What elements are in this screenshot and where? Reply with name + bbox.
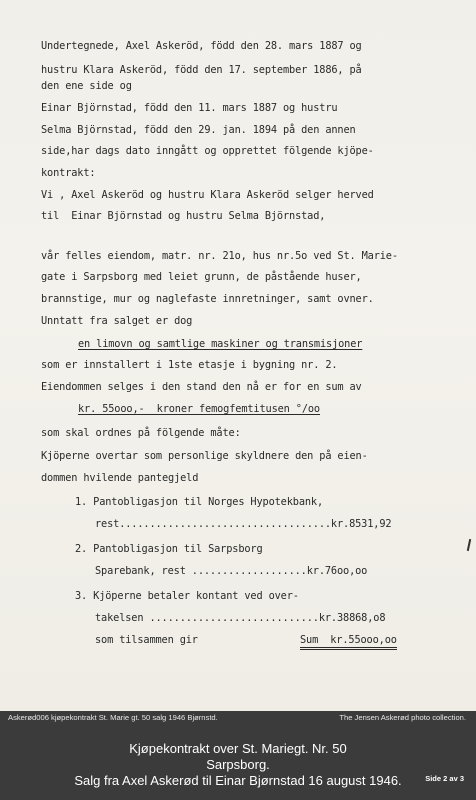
- text-line: 2. Pantobligasjon til Sarpsborg: [75, 543, 263, 555]
- text-line: 1. Pantobligasjon til Norges Hypotekbank,: [75, 496, 324, 508]
- text-line: som er innstallert i 1ste etasje i bygning nr. 2.: [41, 359, 338, 371]
- caption-left: Askerød006 kjøpekontrakt St. Marie gt. 50 salg 1946 Bjørnstd.: [8, 713, 218, 722]
- sum-text: Sum kr.55ooo,oo: [300, 634, 397, 650]
- text-line: Unntatt fra salget er dog: [41, 315, 193, 327]
- text-line-underlined: [78, 403, 476, 415]
- text-line-underlined: [78, 338, 476, 350]
- text-line: dommen hvilende pantegjeld: [41, 472, 199, 484]
- text-line: rest...................................kr.8531,92: [95, 518, 392, 530]
- text-line: Undertegnede, Axel Askeröd, född den 28. mars 1887 og: [41, 40, 362, 52]
- text-line: Kjöperne overtar som personlige skyldnere den på eien-: [41, 450, 368, 462]
- text-line: side,har dags dato inngått og opprettet fölgende kjöpe-: [41, 145, 374, 157]
- text-line: Vi , Axel Askeröd og hustru Klara Askeröd selger herved: [41, 189, 374, 201]
- text-line: Sparebank, rest ...................kr.76oo,oo: [95, 565, 368, 577]
- sum-line: [300, 634, 476, 646]
- page-indicator: Side 2 av 3: [425, 774, 464, 783]
- text-line: vår felles eiendom, matr. nr. 21o, hus nr.5o ved St. Marie-: [41, 250, 398, 262]
- text-line: som skal ordnes på fölgende måte:: [41, 427, 241, 439]
- footer-location: Sarpsborg.: [206, 757, 270, 772]
- text-line: til Einar Björnstad og hustru Selma Björnstad,: [41, 210, 326, 222]
- price-text: kr. 55ooo,- kroner femogfemtitusen °/oo: [78, 403, 320, 415]
- text-line: Einar Björnstad, född den 11. mars 1887 og hustru: [41, 102, 338, 114]
- text-line: som tilsammen gir: [95, 634, 198, 646]
- text-line: 3. Kjöperne betaler kontant ved over-: [75, 590, 299, 602]
- exclusion-text: en limovn og samtlige maskiner og transmisjoner: [78, 338, 363, 350]
- text-line: gate i Sarpsborg med leiet grunn, de påstående huser,: [41, 271, 362, 283]
- text-line: den ene side og: [41, 80, 132, 92]
- text-line: takelsen ............................kr.38868,o8: [95, 612, 386, 624]
- text-line: brannstige, mur og naglefaste innretninger, samt ovner.: [41, 293, 374, 305]
- text-line: kontrakt:: [41, 167, 96, 179]
- text-line: Selma Björnstad, född den 29. jan. 1894 på den annen: [41, 124, 356, 136]
- footer-title: Kjøpekontrakt over St. Mariegt. Nr. 50: [129, 741, 347, 756]
- text-line: Eiendommen selges i den stand den nå er for en sum av: [41, 381, 362, 393]
- footer-description: Salg fra Axel Askerød til Einar Bjørnstad 16 august 1946.: [74, 773, 402, 788]
- text-line: hustru Klara Askeröd, född den 17. september 1886, på: [41, 64, 362, 76]
- caption-right: The Jensen Askerød photo collection.: [339, 713, 466, 722]
